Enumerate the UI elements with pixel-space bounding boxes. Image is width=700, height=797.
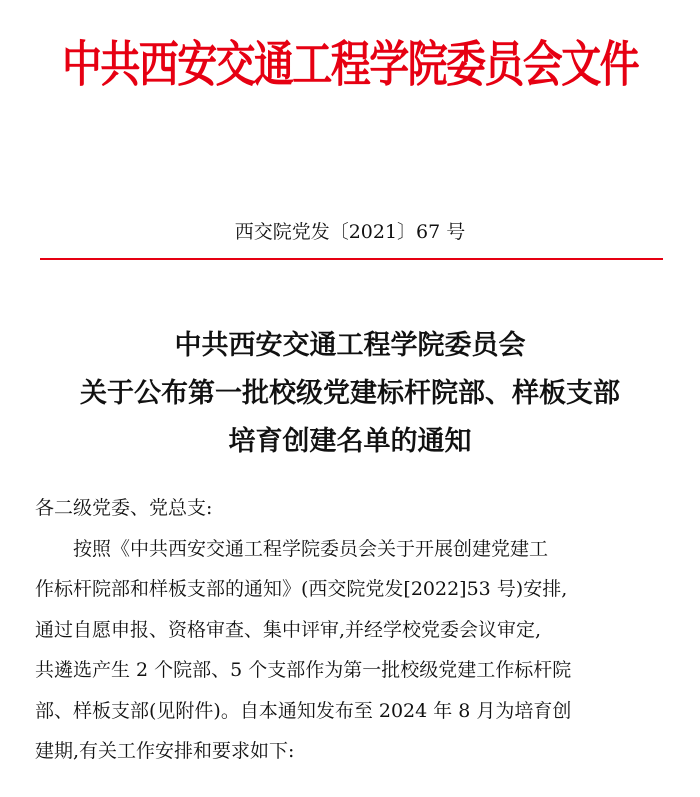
issuer-header: 中共西安交通工程学院委员会文件 — [62, 36, 638, 94]
body-line: 作标杆院部和样板支部的通知》(西交院党发[2022]53 号)安排, — [35, 578, 568, 600]
body-line: 共遴选产生 2 个院部、5 个支部作为第一批校级党建工作标杆院 — [35, 659, 572, 681]
body-line: 部、样板支部(见附件)。自本通知发布至 2024 年 8 月为培育创 — [35, 699, 572, 722]
salutation: 各二级党委、党总支: — [35, 497, 213, 519]
red-divider-line — [40, 258, 663, 260]
title-line-3: 培育创建名单的通知 — [228, 426, 472, 457]
title-line-2: 关于公布第一批校级党建标杆院部、样板支部 — [80, 378, 620, 409]
body-line: 通过自愿申报、资格审查、集中评审,并经学校党委会议审定, — [35, 618, 542, 641]
body-line: 按照《中共西安交通工程学院委员会关于开展创建党建工 — [73, 537, 549, 560]
notice-title — [0, 322, 700, 466]
title-line-1: 中共西安交通工程学院委员会 — [174, 330, 526, 361]
document-number: 西交院党发〔2021〕67 号 — [234, 221, 466, 243]
notice-body — [35, 488, 675, 772]
body-line: 建期,有关工作安排和要求如下: — [35, 740, 295, 762]
